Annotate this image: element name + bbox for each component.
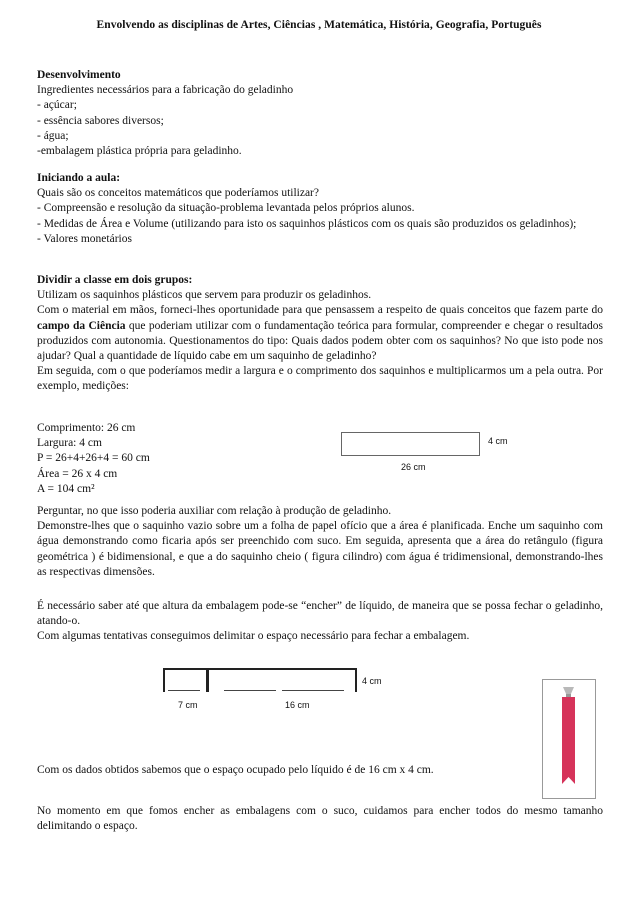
measure-comprimento: Comprimento: 26 cm <box>37 422 136 434</box>
list-item: - Compreensão e resolução da situação-problema levantada pelos próprios alunos. <box>37 202 415 215</box>
section-iniciando <box>37 171 603 247</box>
figure-divider <box>206 668 209 692</box>
section-desenvolvimento <box>37 68 603 159</box>
page-header: Envolvendo as disciplinas de Artes, Ciências , Matemática, História, Geografia, Português <box>96 19 542 31</box>
section-dividir <box>37 273 603 395</box>
text-run: que poderiam utilizar com o fundamentação teórica para formular, compreender e chegar o resultados produzidos com autonomia. Questionamentos do tipo: Quais dados podem obter com os saquinhos? No que isto pode nos ajudar? Qual a quantidade de líquido cabe em um saquinho de geladinho? <box>37 319 603 363</box>
paragraph: É necessário saber até que altura da embalagem pode-se “encher” de líquido, de maneira que se possa fechar o geladinho, atando-o. <box>37 600 603 628</box>
geladinho-icon <box>543 680 595 798</box>
list-item: - essência sabores diversos; <box>37 114 164 127</box>
paragraph: Demonstre-lhes que o saquinho vazio sobre um a folha de papel ofício que a área é planificada. Enche um saquinho com água demonstrando como ficaria após ser preenchido com suco. Em seguida, apresenta que a área do retângulo (figura geométrica ) é bidimensional, e que a do saquinho cheio ( figura cilindro) com água é tridimensional, demonstrando-lhes as respectivas dimensões. <box>37 520 603 578</box>
paragraph: Em seguida, com o que poderíamos medir a largura e o comprimento dos saquinhos e multiplicarmos um a pela outra. Por exemplo, medições: <box>37 365 603 393</box>
section-necessario <box>37 599 603 645</box>
text-line: Quais são os conceitos matemáticos que poderíamos utilizar? <box>37 187 319 200</box>
list-item: - açúcar; <box>37 99 77 112</box>
section-title: Iniciando a aula: <box>37 172 121 184</box>
section-perguntar <box>37 504 603 580</box>
list-item: - Valores monetários <box>37 232 132 245</box>
list-item: - água; <box>37 129 69 142</box>
figure-width-label: 4 cm <box>488 436 508 446</box>
figure2-right-label: 16 cm <box>285 700 310 710</box>
list-item: -embalagem plástica própria para geladinho. <box>37 145 242 158</box>
figure2-left-label: 7 cm <box>178 700 198 710</box>
text-line: Ingredientes necessários para a fabricação do geladinho <box>37 84 294 97</box>
geladinho-illustration <box>542 679 596 799</box>
measure-area: Área = 26 x 4 cm <box>37 467 118 480</box>
paragraph: No momento em que fomos encher as embalagens com o suco, cuidamos para encher todos do mesmo tamanho delimitando o espaço. <box>37 805 603 833</box>
section-conclusao-2 <box>37 804 603 834</box>
paragraph: Perguntar, no que isso poderia auxiliar com relação à produção de geladinho. <box>37 505 392 517</box>
figure-top-edge <box>163 668 357 670</box>
figure2-width-label: 4 cm <box>362 676 382 686</box>
figure-left-edge <box>163 668 165 692</box>
text-run: Com o material em mãos, forneci-lhes oportunidade para que pensassem a respeito de quais conceitos que fazem parte do <box>37 304 603 317</box>
section-medidas <box>37 421 337 497</box>
measure-resultado: A = 104 cm² <box>37 482 95 495</box>
section-title: Dividir a classe em dois grupos: <box>37 274 193 286</box>
figure-length-label: 26 cm <box>401 462 426 472</box>
section-conclusao-1 <box>37 763 603 778</box>
figure-right-edge <box>355 668 357 692</box>
measure-perimetro: P = 26+4+26+4 = 60 cm <box>37 452 150 465</box>
paragraph: Com algumas tentativas conseguimos delimitar o espaço necessário para fechar a embalagem. <box>37 630 470 643</box>
rectangle-figure <box>341 432 480 456</box>
list-item: - Medidas de Área e Volume (utilizando para isto os saquinhos plásticos com os quais são produzidos os geladinhos); <box>37 217 577 230</box>
paragraph: Utilizam os saquinhos plásticos que servem para produzir os geladinhos. <box>37 289 372 302</box>
measure-largura: Largura: 4 cm <box>37 437 102 450</box>
paragraph <box>37 303 603 364</box>
figure-bottom-edge-left <box>168 690 200 691</box>
bold-text: campo da Ciência <box>37 319 126 332</box>
section-title: Desenvolvimento <box>37 69 121 81</box>
figure-bottom-edge-mid <box>224 690 276 691</box>
paragraph: Com os dados obtidos sabemos que o espaço ocupado pelo líquido é de 16 cm x 4 cm. <box>37 764 434 776</box>
figure-bottom-edge-right <box>282 690 344 691</box>
